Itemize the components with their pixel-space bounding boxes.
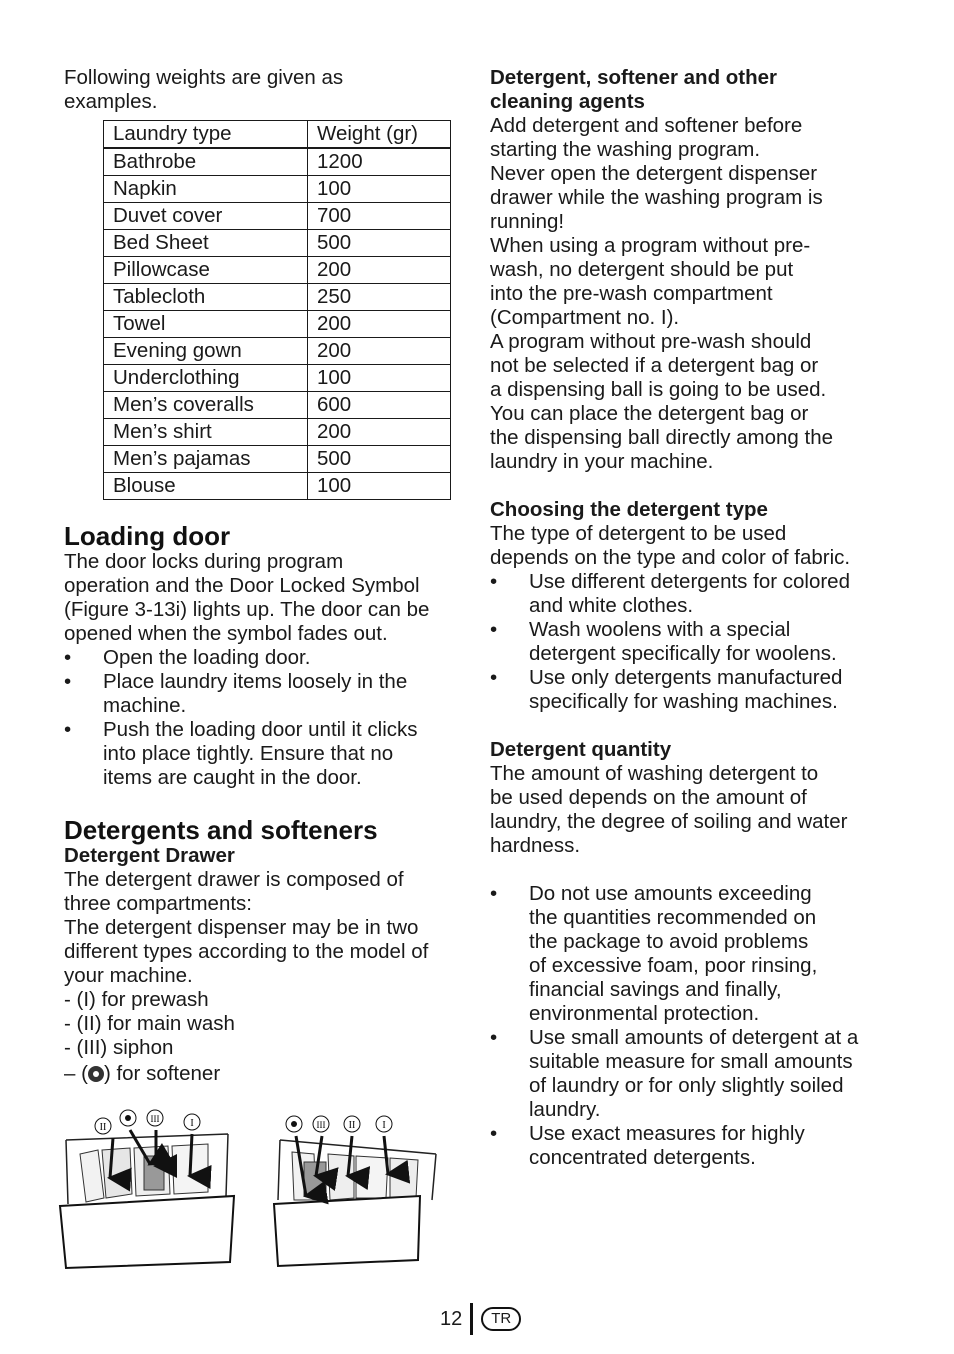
detergent-quantity-heading: Detergent quantity	[490, 738, 672, 761]
bullet-text: of excessive foam, poor rinsing,	[529, 954, 818, 977]
text-line: A program without pre-wash should	[490, 330, 812, 353]
drawer2-label-i-icon	[376, 1116, 392, 1132]
text-line: into the pre-wash compartment	[490, 282, 773, 305]
bullet-text: concentrated detergents.	[529, 1146, 756, 1169]
table-row	[104, 473, 451, 500]
softener-line: – ( ) for softener	[64, 1062, 221, 1085]
bullet-item	[490, 666, 890, 714]
bullet-item	[490, 1122, 890, 1170]
table-header-cell: Weight (gr)	[308, 121, 451, 149]
table-header-cell: Laundry type	[104, 121, 308, 149]
weight-cell: 500	[308, 446, 451, 473]
text-line: The detergent dispenser may be in two	[64, 916, 419, 939]
bullet-marker: •	[490, 1122, 498, 1145]
text-line: The door locks during program	[64, 550, 344, 573]
bullet-item	[490, 618, 890, 666]
detergent-quantity-text	[490, 762, 890, 858]
text-line: The amount of washing detergent to	[490, 762, 819, 785]
weight-cell: 100	[308, 473, 451, 500]
bullet-text: specifically for washing machines.	[529, 690, 838, 713]
text-line: your machine.	[64, 964, 193, 987]
bullet-item	[64, 670, 464, 718]
table-row	[104, 176, 451, 203]
bullet-text: Push the loading door until it clicks	[103, 718, 418, 741]
text-line: three compartments:	[64, 892, 252, 915]
text-line: - (III) siphon	[64, 1036, 174, 1059]
page-footer	[440, 1302, 521, 1336]
bullet-text: Place laundry items loosely in the	[103, 670, 408, 693]
svg-text:II: II	[99, 1122, 107, 1133]
weight-cell: 200	[308, 419, 451, 446]
table-row	[104, 148, 451, 176]
text-line: depends on the type and color of fabric.	[490, 546, 851, 569]
weight-cell: 200	[308, 257, 451, 284]
table-row	[104, 365, 451, 392]
bullet-text: detergent specifically for woolens.	[529, 642, 837, 665]
table-row	[104, 284, 451, 311]
bullet-marker: •	[64, 718, 72, 741]
bullet-text: the quantities recommended on	[529, 906, 817, 929]
bullet-text: laundry.	[529, 1098, 601, 1121]
right-column	[490, 66, 890, 1170]
bullet-marker: •	[64, 646, 72, 669]
drawer2-label-ii-icon	[344, 1116, 360, 1132]
bullet-text: Use small amounts of detergent at a	[529, 1026, 859, 1049]
bullet-item	[490, 882, 890, 1026]
text-line: Add detergent and softener before	[490, 114, 803, 137]
drawer1-label-i-icon	[184, 1114, 200, 1130]
drawer1-softener-icon	[120, 1110, 136, 1126]
text-line: (Figure 3-13i) lights up. The door can be	[64, 598, 430, 621]
loading-door-heading: Loading door	[64, 521, 231, 551]
laundry-type-cell: Towel	[104, 311, 308, 338]
bullet-text: Open the loading door.	[103, 646, 311, 669]
table-row	[104, 446, 451, 473]
text-line: different types according to the model of	[64, 940, 429, 963]
laundry-type-cell: Tablecloth	[104, 284, 308, 311]
bullet-marker: •	[490, 882, 498, 905]
drawer1-label-ii-icon	[95, 1118, 111, 1134]
bullet-marker: •	[490, 666, 498, 689]
loading-door-bullets	[64, 646, 464, 790]
text-line: - (I) for prewash	[64, 988, 209, 1011]
text-line: laundry in your machine.	[490, 450, 714, 473]
bullet-text: suitable measure for small amounts	[529, 1050, 853, 1073]
bullet-marker: •	[490, 1026, 498, 1049]
bullet-text: Use exact measures for highly	[529, 1122, 805, 1145]
drawer2-softener-icon	[286, 1116, 302, 1132]
text-line: not be selected if a detergent bag or	[490, 354, 819, 377]
table-row	[104, 203, 451, 230]
bullet-item	[490, 1026, 890, 1122]
bullet-text: the package to avoid problems	[529, 930, 809, 953]
bullet-item	[490, 570, 890, 618]
weight-cell: 100	[308, 176, 451, 203]
text-line: be used depends on the amount of	[490, 786, 807, 809]
text-line: The type of detergent to be used	[490, 522, 787, 545]
svg-text:I: I	[382, 1120, 386, 1131]
drawer1-label-iii-icon	[147, 1110, 163, 1126]
bullet-text: environmental protection.	[529, 1002, 760, 1025]
page-number: 12	[440, 1308, 463, 1330]
bullet-item	[64, 646, 464, 670]
laundry-type-cell: Bed Sheet	[104, 230, 308, 257]
text-line: drawer while the washing program is	[490, 186, 823, 209]
text-line: You can place the detergent bag or	[490, 402, 809, 425]
laundry-type-cell: Napkin	[104, 176, 308, 203]
svg-text:III: III	[316, 1120, 326, 1130]
table-row	[104, 230, 451, 257]
weight-cell: 600	[308, 392, 451, 419]
weight-cell: 250	[308, 284, 451, 311]
laundry-type-cell: Men’s pajamas	[104, 446, 308, 473]
bullet-text: and white clothes.	[529, 594, 694, 617]
table-row	[104, 338, 451, 365]
laundry-type-cell: Bathrobe	[104, 148, 308, 176]
bullet-text: machine.	[103, 694, 187, 717]
drawer-type-1	[60, 1110, 234, 1268]
detergent-agents-heading: Detergent, softener and other cleaning agents	[490, 66, 778, 113]
laundry-type-cell: Pillowcase	[104, 257, 308, 284]
bullet-item	[64, 718, 464, 790]
detergent-drawer-subheading: Detergent Drawer	[64, 844, 235, 867]
bullet-text: into place tightly. Ensure that no	[103, 742, 394, 765]
choosing-detergent-bullets	[490, 570, 890, 714]
bullet-marker: •	[490, 618, 498, 641]
drawer2-label-iii-icon	[313, 1116, 329, 1132]
bullet-text: financial savings and finally,	[529, 978, 782, 1001]
table-row	[104, 392, 451, 419]
text-line: wash, no detergent should be put	[490, 258, 794, 281]
bullet-text: Use only detergents manufactured	[529, 666, 843, 689]
text-line: The detergent drawer is composed of	[64, 868, 404, 891]
table-row	[104, 311, 451, 338]
weight-cell: 1200	[308, 148, 451, 176]
weights-intro: Following weights are given as examples.	[64, 66, 344, 113]
weight-cell: 200	[308, 311, 451, 338]
weight-cell: 100	[308, 365, 451, 392]
table-row	[104, 257, 451, 284]
loading-door-text	[64, 550, 464, 646]
language-badge: TR	[481, 1307, 521, 1331]
text-line: (Compartment no. I).	[490, 306, 680, 329]
detergents-heading: Detergents and softeners	[64, 815, 378, 845]
text-line: When using a program without pre-	[490, 234, 811, 257]
text-line: Never open the detergent dispenser	[490, 162, 818, 185]
detergent-quantity-bullets	[490, 882, 890, 1170]
table-row	[104, 419, 451, 446]
weight-cell: 700	[308, 203, 451, 230]
laundry-type-cell: Blouse	[104, 473, 308, 500]
table-header-row	[104, 121, 451, 149]
bullet-text: items are caught in the door.	[103, 766, 362, 789]
left-column	[64, 66, 464, 1086]
detergent-agents-text	[490, 114, 890, 474]
laundry-type-cell: Underclothing	[104, 365, 308, 392]
detergent-drawer-text	[64, 868, 464, 1060]
laundry-type-cell: Men’s coveralls	[104, 392, 308, 419]
laundry-type-cell: Men’s shirt	[104, 419, 308, 446]
svg-text:I: I	[190, 1118, 194, 1129]
weight-cell: 200	[308, 338, 451, 365]
text-line: opened when the symbol fades out.	[64, 622, 388, 645]
text-line: laundry, the degree of soiling and water	[490, 810, 848, 833]
text-line: a dispensing ball is going to be used.	[490, 378, 827, 401]
weight-cell: 500	[308, 230, 451, 257]
svg-text:III: III	[150, 1114, 160, 1124]
choosing-detergent-text	[490, 522, 890, 570]
text-line: operation and the Door Locked Symbol	[64, 574, 420, 597]
bullet-text: Do not use amounts exceeding	[529, 882, 812, 905]
softener-icon	[88, 1066, 104, 1082]
text-line: running!	[490, 210, 565, 233]
detergent-drawer-figure	[58, 1104, 448, 1274]
text-line: - (II) for main wash	[64, 1012, 235, 1035]
svg-text:II: II	[348, 1120, 356, 1131]
footer-divider	[470, 1303, 473, 1335]
laundry-type-cell: Duvet cover	[104, 203, 308, 230]
laundry-weights-table	[103, 120, 451, 500]
text-line: starting the washing program.	[490, 138, 761, 161]
bullet-marker: •	[64, 670, 72, 693]
bullet-text: Wash woolens with a special	[529, 618, 791, 641]
laundry-type-cell: Evening gown	[104, 338, 308, 365]
bullet-marker: •	[490, 570, 498, 593]
bullet-text: Use different detergents for colored	[529, 570, 850, 593]
choosing-detergent-heading: Choosing the detergent type	[490, 498, 768, 521]
text-line: the dispensing ball directly among the	[490, 426, 834, 449]
bullet-text: of laundry or for only slightly soiled	[529, 1074, 844, 1097]
text-line: hardness.	[490, 834, 581, 857]
drawer-type-2	[274, 1116, 436, 1266]
